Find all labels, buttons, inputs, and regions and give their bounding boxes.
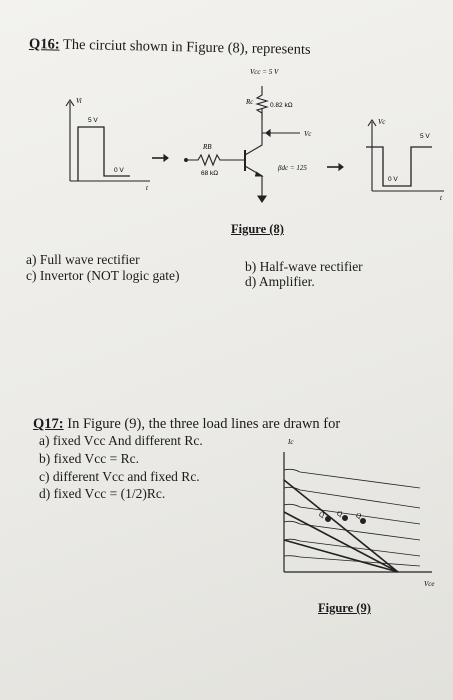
q17-option-c: c) different Vcc and fixed Rc.: [39, 469, 200, 484]
q-point-2: [343, 516, 348, 521]
q16-option-b: b) Half-wave rectifier: [245, 259, 363, 274]
q16-option-a: a) Full wave rectifier: [26, 252, 140, 267]
load-line-2: [284, 512, 398, 572]
beta-label: βdc = 125: [278, 164, 307, 172]
load-line-3: [284, 540, 398, 572]
load-line-1: [284, 480, 398, 572]
vc-node-label: Vc: [304, 130, 312, 138]
rb-value-label: 68 kΩ: [201, 170, 219, 177]
q-point-3: [361, 519, 366, 524]
q17-option-b: b) fixed Vcc = Rc.: [39, 451, 139, 466]
q17-option-a: a) fixed Vcc And different Rc.: [39, 433, 203, 448]
q16-option-c: c) Invertor (NOT logic gate): [26, 268, 180, 283]
q16-question-text: The circiut shown in Figure (8), represents: [62, 36, 311, 58]
collector-curve-1: [284, 469, 420, 488]
q17-question-text: In Figure (9), the three load lines are drawn for: [67, 416, 341, 432]
output-axis-label: Vc: [378, 118, 386, 126]
rc-value-label: 0.82 kΩ: [270, 102, 293, 109]
q-point-1-label: Q: [319, 511, 325, 519]
rb-name-label: RB: [203, 143, 212, 151]
figure-9-caption: Figure (9): [318, 601, 371, 615]
q16-option-d: d) Amplifier.: [245, 274, 315, 289]
figure-8-caption: Figure (8): [231, 222, 284, 236]
collector-curve-4: [284, 521, 420, 540]
collector-curve-6: [284, 556, 420, 566]
input-high-label: 5 V: [88, 117, 98, 124]
q-point-3-label: Q: [356, 512, 362, 520]
q-point-1: [326, 517, 331, 522]
input-low-label: 0 V: [114, 167, 124, 174]
output-high-label: 5 V: [420, 133, 430, 140]
q17-number: Q17:: [33, 416, 64, 432]
vcc-label: Vcc = 5 V: [250, 68, 279, 76]
q-point-2-label: Q: [337, 510, 343, 518]
output-t-label: t: [440, 194, 442, 202]
output-low-label: 0 V: [388, 176, 398, 183]
input-t-label: t: [146, 184, 148, 192]
q17-option-d: d) fixed Vcc = (1/2)Rc.: [39, 486, 166, 501]
vi-axis-label: Vi: [76, 97, 82, 105]
vce-axis-label: Vce: [424, 580, 435, 588]
ic-axis-label: Ic: [288, 438, 294, 446]
q16-number: Q16:: [28, 36, 60, 53]
collector-curve-2: [284, 487, 420, 508]
collector-curve-3: [284, 504, 420, 524]
rc-name-label: Rc: [246, 98, 254, 106]
